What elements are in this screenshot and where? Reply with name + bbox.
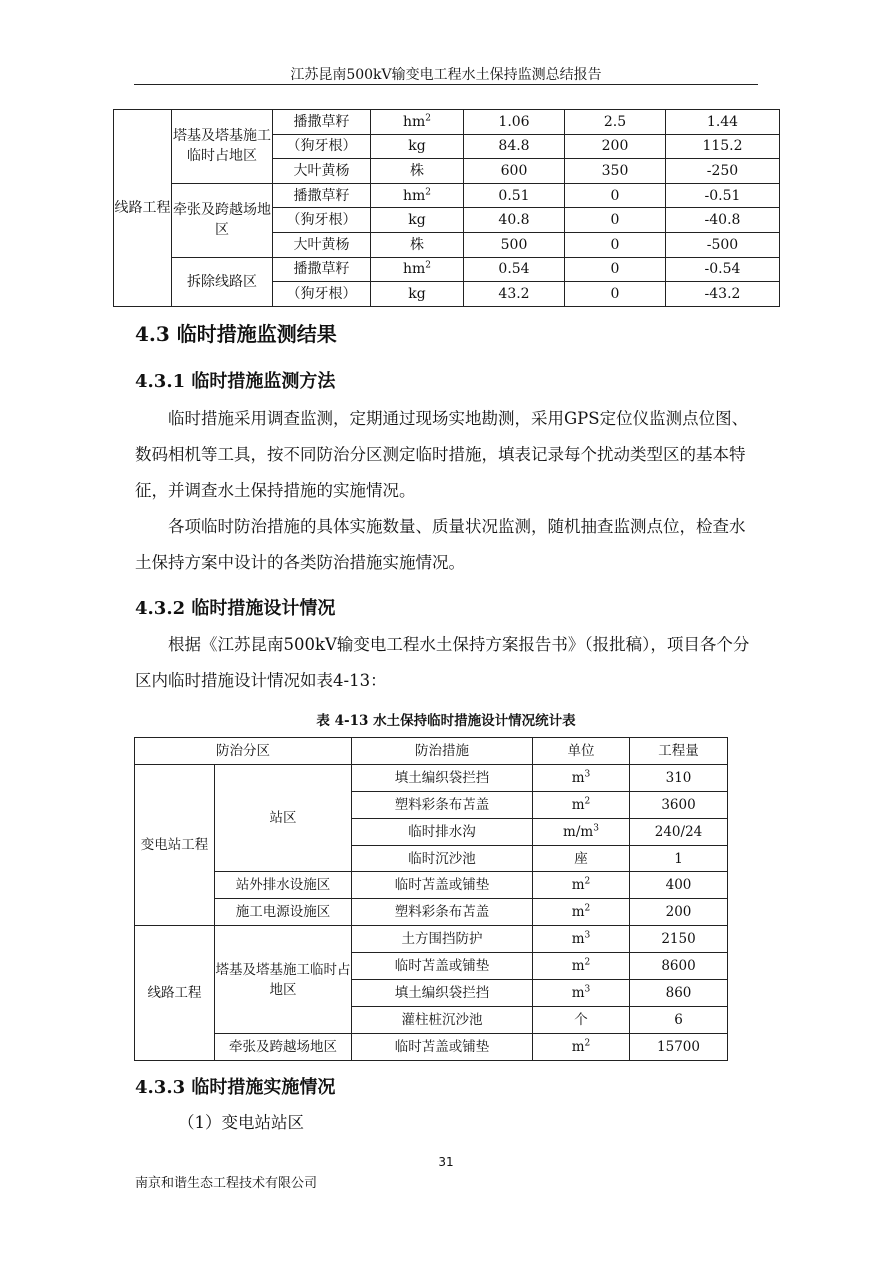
quantity-cell: 3600 <box>630 791 728 818</box>
unit-cell: 株 <box>371 232 464 257</box>
measure-cell: 灌柱桩沉沙池 <box>352 1006 533 1033</box>
temporary-measures-table <box>134 737 728 1061</box>
table-row <box>135 926 728 953</box>
unit-cell: $m^3$ <box>533 764 630 791</box>
measure-cell: （狗牙根） <box>273 134 371 159</box>
subzone-cell: 拆除线路区 <box>172 257 273 306</box>
page-number: 31 <box>438 1155 454 1169</box>
list-item-substation-area: （1）变电站站区 <box>178 1113 304 1132</box>
value-cell: 350 <box>565 159 666 184</box>
paragraph-design-reference: 根据《江苏昆南500kV输变电工程水土保持方案报告书》（报批稿），项目各个分区内临时措施设计情况如表4-13： <box>135 635 750 690</box>
value-cell: -500 <box>666 232 780 257</box>
value-cell: -40.8 <box>666 208 780 233</box>
value-cell: 0 <box>565 257 666 282</box>
quantity-cell: 6 <box>630 1006 728 1033</box>
quantity-cell: 200 <box>630 899 728 926</box>
subzone-cell: 塔基及塔基施工临时占地区 <box>215 926 352 1034</box>
value-cell: 0 <box>565 282 666 307</box>
measure-cell: （狗牙根） <box>273 282 371 307</box>
measure-cell: 临时沉沙池 <box>352 845 533 872</box>
measure-cell: 塑料彩条布苫盖 <box>352 791 533 818</box>
value-cell: 1.06 <box>464 110 565 135</box>
measure-cell: 播撒草籽 <box>273 257 371 282</box>
quantity-cell: 2150 <box>630 926 728 953</box>
column-header: 单位 <box>533 738 630 765</box>
value-cell: 500 <box>464 232 565 257</box>
measure-cell: 临时苫盖或铺垫 <box>352 953 533 980</box>
unit-cell: $m^2$ <box>533 1033 630 1060</box>
subzone-cell: 站区 <box>215 764 352 872</box>
value-cell: 0 <box>565 208 666 233</box>
subzone-cell: 施工电源设施区 <box>215 899 352 926</box>
quantity-cell: 400 <box>630 872 728 899</box>
header-divider <box>134 84 758 85</box>
unit-cell: $m^2$ <box>533 791 630 818</box>
table-row <box>135 1033 728 1060</box>
unit-cell: $hm^2$ <box>371 257 464 282</box>
unit-cell: 个 <box>533 1006 630 1033</box>
measure-cell: 塑料彩条布苫盖 <box>352 899 533 926</box>
unit-cell: $m^2$ <box>533 953 630 980</box>
value-cell: 1.44 <box>666 110 780 135</box>
unit-cell: $m^2$ <box>533 872 630 899</box>
subzone-cell: 牵张及跨越场地区 <box>215 1033 352 1060</box>
quantity-cell: 1 <box>630 845 728 872</box>
subzone-cell: 牵张及跨越场地区 <box>172 183 273 257</box>
column-header: 防治分区 <box>135 738 352 765</box>
value-cell: 0.51 <box>464 183 565 208</box>
table-row <box>135 899 728 926</box>
unit-cell: kg <box>371 208 464 233</box>
measure-cell: 大叶黄杨 <box>273 159 371 184</box>
table-row <box>114 183 780 208</box>
table-caption: 表 4-13 水土保持临时措施设计情况统计表 <box>316 713 576 729</box>
measure-cell: 填土编织袋拦挡 <box>352 980 533 1007</box>
section-heading-4-3-3: 4.3.3 临时措施实施情况 <box>135 1077 336 1098</box>
value-cell: 2.5 <box>565 110 666 135</box>
section-heading-4-3: 4.3 临时措施监测结果 <box>135 322 337 346</box>
unit-cell: $m^2$ <box>533 899 630 926</box>
footer-company: 南京和谐生态工程技术有限公司 <box>135 1176 318 1191</box>
paragraph-monitoring-content: 各项临时防治措施的具体实施数量、质量状况监测，随机抽查监测点位，检查水土保持方案中设计的各类防治措施实施情况。 <box>135 517 746 572</box>
measure-cell: （狗牙根） <box>273 208 371 233</box>
section-heading-4-3-2: 4.3.2 临时措施设计情况 <box>135 598 336 619</box>
measure-cell: 临时苫盖或铺垫 <box>352 1033 533 1060</box>
measure-cell: 大叶黄杨 <box>273 232 371 257</box>
value-cell: -0.51 <box>666 183 780 208</box>
value-cell: 40.8 <box>464 208 565 233</box>
quantity-cell: 15700 <box>630 1033 728 1060</box>
unit-cell: kg <box>371 134 464 159</box>
section-heading-4-3-1: 4.3.1 临时措施监测方法 <box>135 371 336 392</box>
measure-cell: 临时苫盖或铺垫 <box>352 872 533 899</box>
subzone-cell: 塔基及塔基施工临时占地区 <box>172 110 273 184</box>
planting-measures-table <box>113 109 780 307</box>
measure-cell: 播撒草籽 <box>273 110 371 135</box>
quantity-cell: 8600 <box>630 953 728 980</box>
table-row <box>135 764 728 791</box>
column-header: 防治措施 <box>352 738 533 765</box>
measure-cell: 填土编织袋拦挡 <box>352 764 533 791</box>
unit-cell: 株 <box>371 159 464 184</box>
measure-cell: 临时排水沟 <box>352 818 533 845</box>
value-cell: 43.2 <box>464 282 565 307</box>
value-cell: 0 <box>565 232 666 257</box>
unit-cell: $m/m^3$ <box>533 818 630 845</box>
table-row <box>114 257 780 282</box>
quantity-cell: 860 <box>630 980 728 1007</box>
value-cell: 200 <box>565 134 666 159</box>
unit-cell: kg <box>371 282 464 307</box>
measure-cell: 播撒草籽 <box>273 183 371 208</box>
column-header: 工程量 <box>630 738 728 765</box>
value-cell: 0 <box>565 183 666 208</box>
division-cell: 变电站工程 <box>135 764 215 925</box>
unit-cell: $m^3$ <box>533 926 630 953</box>
measure-cell: 土方围挡防护 <box>352 926 533 953</box>
page-header-title: 江苏昆南500kV输变电工程水土保持监测总结报告 <box>290 67 602 83</box>
value-cell: -43.2 <box>666 282 780 307</box>
value-cell: 115.2 <box>666 134 780 159</box>
subzone-cell: 站外排水设施区 <box>215 872 352 899</box>
table-row <box>135 872 728 899</box>
unit-cell: $hm^2$ <box>371 183 464 208</box>
table-header-row <box>135 738 728 765</box>
value-cell: 600 <box>464 159 565 184</box>
quantity-cell: 310 <box>630 764 728 791</box>
unit-cell: 座 <box>533 845 630 872</box>
table-row <box>114 110 780 135</box>
value-cell: 0.54 <box>464 257 565 282</box>
value-cell: -250 <box>666 159 780 184</box>
division-cell: 线路工程 <box>114 110 172 307</box>
quantity-cell: 240/24 <box>630 818 728 845</box>
value-cell: 84.8 <box>464 134 565 159</box>
division-cell: 线路工程 <box>135 926 215 1060</box>
paragraph-monitoring-method: 临时措施采用调查监测，定期通过现场实地勘测，采用GPS定位仪监测点位图、数码相机等工具，按不同防治分区测定临时措施，填表记录每个扰动类型区的基本特征，并调查水土保持措施的实施情况。 <box>135 409 749 500</box>
value-cell: -0.54 <box>666 257 780 282</box>
unit-cell: $hm^2$ <box>371 110 464 135</box>
unit-cell: $m^3$ <box>533 980 630 1007</box>
